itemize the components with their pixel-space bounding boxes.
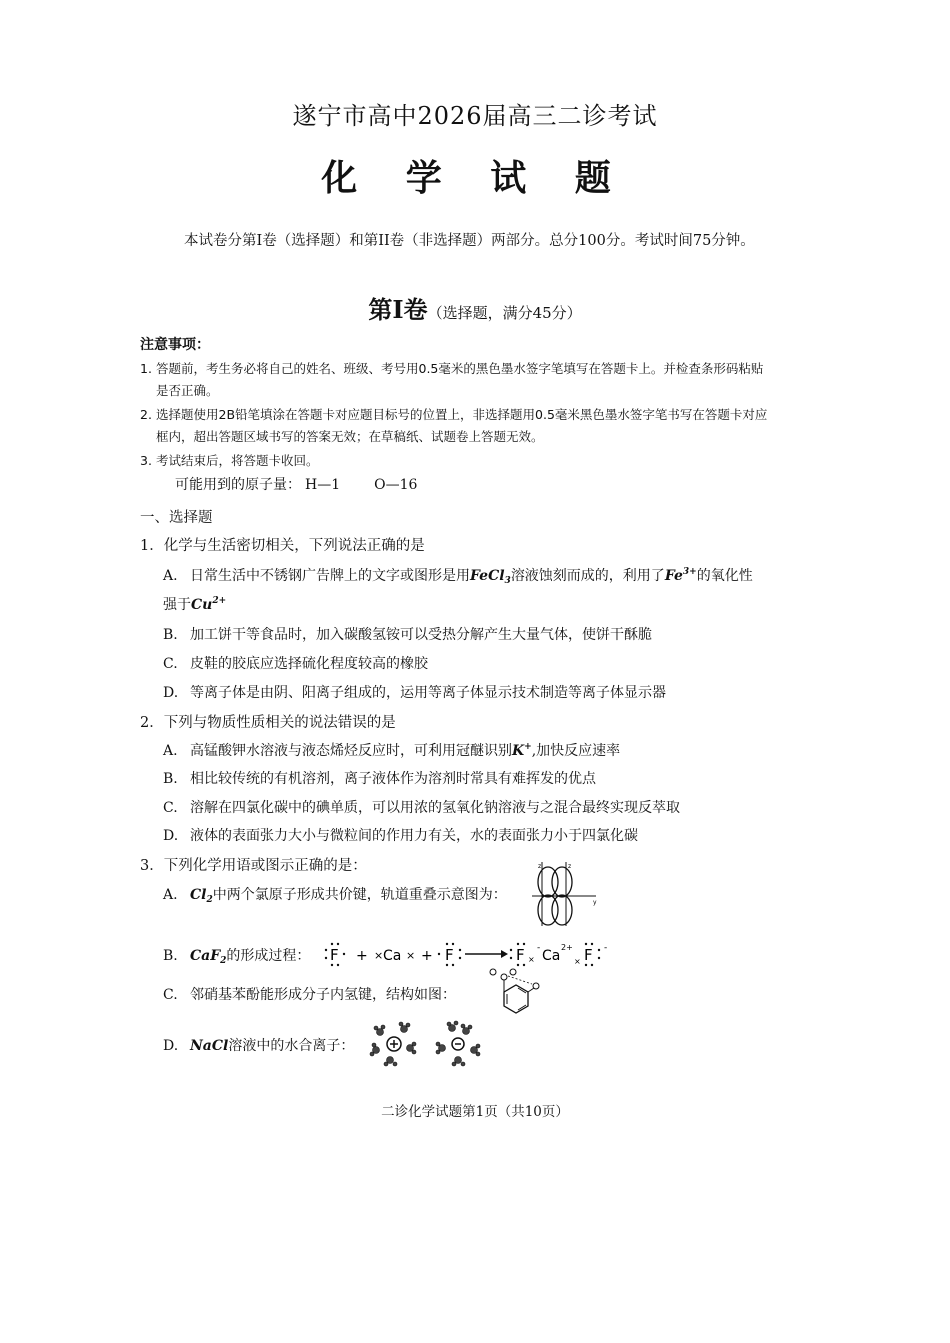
question-1-stem: 1．化学与生活密切相关，下列说法正确的是 (140, 538, 425, 554)
notice-item-2 (140, 404, 820, 448)
notice-item-3 (140, 450, 820, 472)
orbital-overlap-diagram (530, 860, 600, 928)
question-1-option-c (163, 653, 428, 673)
atomic-o: O—16 (374, 477, 418, 493)
chem-sup: + (524, 742, 532, 752)
electron-cross: × (528, 955, 535, 964)
chem-text: Cl (190, 887, 207, 903)
question-3-option-b (163, 945, 310, 966)
option-text: 的氧化性 (696, 568, 753, 584)
calcium-ion: Ca (542, 948, 561, 964)
option-text: 加工饼干等食品时，加入碳酸氢铵可以受热分解产生大量气体，使饼干酥脆 (190, 627, 652, 643)
fluorine-atom: F (445, 946, 454, 964)
section-heading: 一、选择题 (140, 510, 213, 526)
question-2-option-a (163, 740, 620, 760)
caf2-formation-diagram (318, 938, 618, 972)
question-3-option-c (163, 984, 456, 1004)
fluorine-atom: F (330, 946, 339, 964)
part-note: （选择题，满分45分） (427, 304, 582, 322)
question-1-option-a (163, 565, 753, 586)
option-text: 高锰酸钾水溶液与液态烯烃反应时，可利用冠醚识别 (190, 743, 512, 759)
chem-sub: 2 (220, 956, 227, 966)
notice-text: 答题前，考生务必将自己的姓名、班级、考号用0.5毫米的黑色墨水签字笔填写在答题卡上。并检查条形码粘贴 (156, 361, 764, 376)
charge-2plus: 2+ (561, 943, 573, 952)
option-text: 溶解在四氯化碳中的碘单质，可以用浓的氢氧化钠溶液与之混合最终实现反萃取 (190, 800, 680, 816)
option-label: B. (163, 948, 178, 964)
notice-num: 1. (140, 361, 152, 376)
part-heading (0, 290, 950, 325)
chem-sup: 3+ (682, 567, 697, 577)
part-title: 第Ⅰ卷 (368, 295, 428, 324)
chem-fecl3 (470, 568, 511, 584)
option-text: 的形成过程： (226, 948, 311, 964)
option-text: 液体的表面张力大小与微粒间的作用力有关，水的表面张力小于四氯化碳 (190, 828, 638, 844)
question-3-option-d (163, 1035, 354, 1055)
notice-text: 选择题使用2B铅笔填涂在答题卡对应题目标号的位置上，非选择题用0.5毫米黑色墨水签字笔书写在答题卡对应 (156, 407, 768, 422)
electron-cross: × (406, 949, 416, 962)
option-label: C. (163, 987, 178, 1003)
chem-cu2 (191, 597, 226, 613)
option-label: A. (163, 887, 178, 903)
page-footer: 二诊化学试题第1页（共10页） (381, 1104, 569, 1120)
charge-minus: - (537, 943, 541, 953)
calcium-atom: Ca (383, 948, 402, 964)
option-label: A. (163, 568, 178, 584)
chem-sub: 3 (504, 576, 511, 586)
chem-text: CaF (190, 948, 221, 964)
notice-text: 考试结束后，将答题卡收回。 (156, 453, 319, 468)
chem-sup: 2+ (212, 596, 227, 606)
axis-label-z1: z (538, 863, 542, 870)
intro-text: 本试卷分第Ⅰ卷（选择题）和第II卷（非选择题）两部分。总分100分。考试时间75分钟。 (184, 233, 755, 249)
atomic-label: 可能用到的原子量： (175, 477, 301, 493)
plus-sign: + (421, 948, 433, 964)
option-label: B. (163, 627, 178, 643)
option-text: ,加快反应速率 (531, 743, 621, 759)
chem-sub: 2 (206, 895, 213, 905)
question-3-stem: 3．下列化学用语或图示正确的是： (140, 858, 367, 874)
option-text: 等离子体是由阴、阳离子组成的，运用等离子体显示技术制造等离子体显示器 (190, 685, 666, 701)
question-3-option-a (163, 884, 507, 905)
question-1-option-d (163, 682, 666, 702)
notice-num: 3. (140, 453, 152, 468)
o-nitrophenol-structure (484, 966, 544, 1030)
atomic-h: H—1 (305, 477, 341, 493)
question-2-option-b (163, 768, 596, 788)
option-label: A. (163, 743, 178, 759)
notice-cont: 框内，超出答题区域书写的答案无效；在草稿纸、试题卷上答题无效。 (156, 429, 544, 444)
question-2-option-d (163, 825, 638, 845)
question-1-option-a-cont (163, 594, 226, 614)
question-1-option-b (163, 624, 652, 644)
atomic-masses (175, 474, 451, 494)
option-label: C. (163, 800, 178, 816)
option-label: B. (163, 771, 178, 787)
charge-minus: - (604, 943, 608, 953)
option-label: D. (163, 828, 179, 844)
fluoride-ion: F (584, 946, 593, 964)
electron-cross: × (574, 957, 581, 966)
axis-label-y: y (593, 899, 597, 906)
electron-cross: × (374, 949, 384, 962)
notice-title: 注意事项： (140, 337, 210, 353)
plus-sign: + (356, 948, 368, 964)
chem-text: Fe (664, 568, 683, 584)
option-text: 溶液中的水合离子： (228, 1038, 355, 1054)
chem-k (512, 743, 532, 759)
subject-title: 化 学 试 题 (321, 157, 629, 199)
chem-text: FeCl (470, 568, 505, 584)
option-text: 邻硝基苯酚能形成分子内氢键，结构如图： (190, 987, 456, 1003)
chem-nacl: NaCl (190, 1038, 229, 1054)
chem-fe3 (665, 568, 697, 584)
notice-num: 2. (140, 407, 152, 422)
exam-title: 遂宁市高中2026届高三二诊考试 (292, 102, 658, 130)
notice-item-1 (140, 358, 820, 402)
chem-text: K (512, 743, 525, 759)
notice-cont: 是否正确。 (156, 383, 219, 398)
axis-label-z2: z (568, 863, 572, 870)
option-text: 皮鞋的胶底应选择硫化程度较高的橡胶 (190, 656, 428, 672)
chem-caf2 (190, 948, 226, 964)
option-text: 日常生活中不锈钢广告牌上的文字或图形是用 (190, 568, 470, 584)
chem-cl2 (190, 887, 213, 903)
fluoride-ion: F (516, 946, 525, 964)
option-text: 溶液蚀刻而成的，利用了 (510, 568, 665, 584)
chem-text: Cu (191, 597, 213, 613)
hydrated-ions-diagram (366, 1018, 486, 1068)
question-2-option-c (163, 797, 680, 817)
option-text: 中两个氯原子形成共价键，轨道重叠示意图为： (212, 887, 507, 903)
question-2-stem: 2．下列与物质性质相关的说法错误的是 (140, 715, 396, 731)
option-label: D. (163, 1038, 179, 1054)
option-text: 相比较传统的有机溶剂，离子液体作为溶剂时常具有难挥发的优点 (190, 771, 596, 787)
option-label: D. (163, 685, 179, 701)
option-text: 强于 (163, 597, 191, 613)
option-label: C. (163, 656, 178, 672)
